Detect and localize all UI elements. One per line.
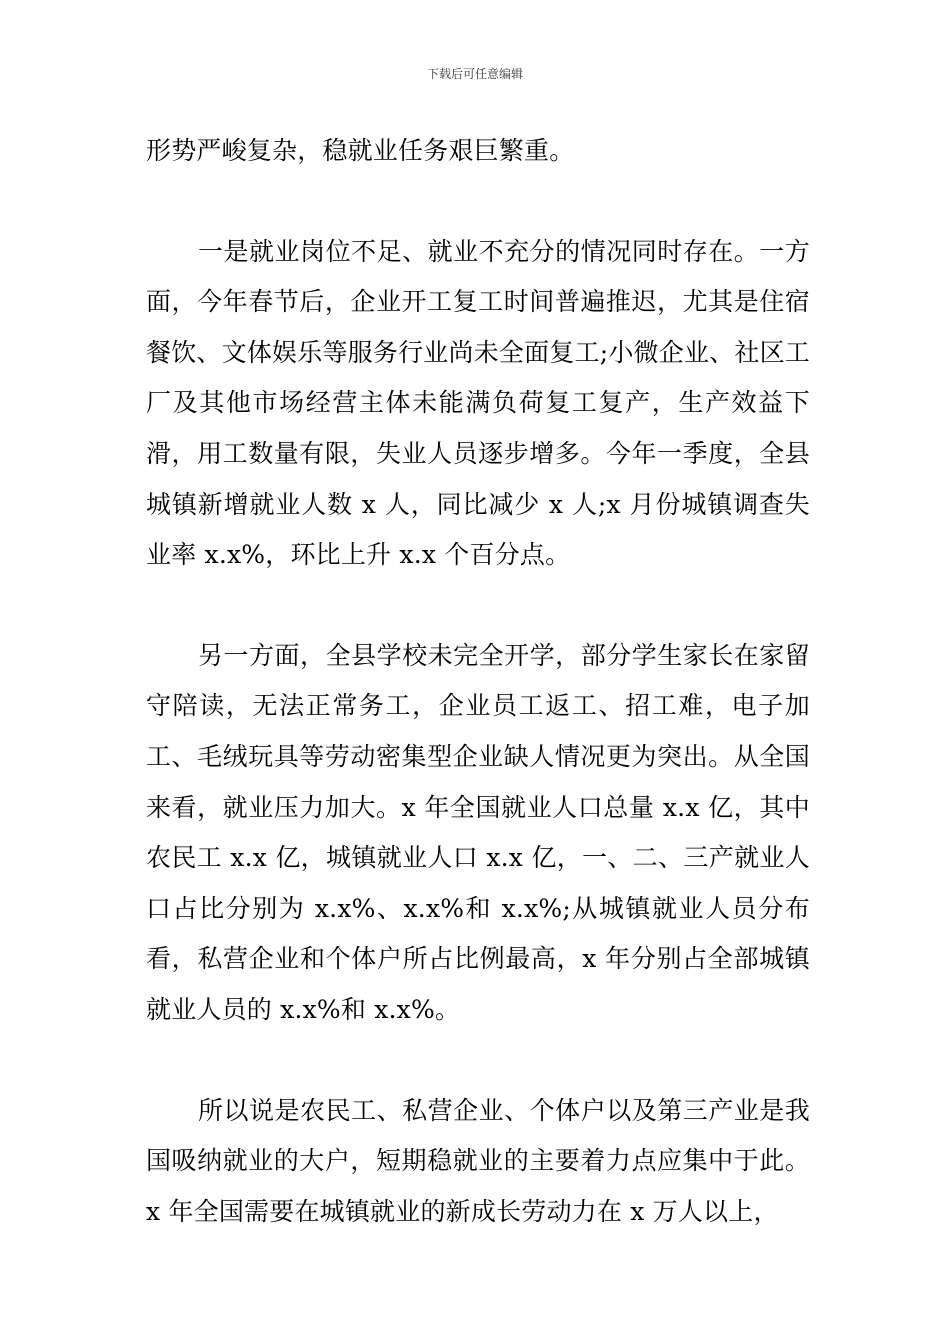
paragraph-gap [146,177,810,227]
paragraph-gap [146,581,810,631]
paragraph-4: 所以说是农民工、私营企业、个体户以及第三产业是我国吸纳就业的大户，短期稳就业的主要着力点应集中于此。x 年全国需要在城镇就业的新成长劳动力在 x 万人以上， [146,1095,810,1226]
paragraph-2: 一是就业岗位不足、就业不充分的情况同时存在。一方面，今年春节后，企业开工复工时间普遍推迟，尤其是住宿餐饮、文体娱乐等服务行业尚未全面复工;小微企业、社区工厂及其他市场经营主体未能满负荷复工复产，生产效益下滑，用工数量有限，失业人员逐步增多。今年一季度，全县城镇新增就业人数 x 人，同比减少 x 人;x 月份城镇调查失业率 x.x%，环比上升 x.x 个百分点。 [146,236,810,570]
paragraph-1: 形势严峻复杂，稳就业任务艰巨繁重。 [146,136,575,165]
paragraph-gap [146,1036,810,1086]
document-body [146,126,810,1237]
paragraph-3: 另一方面，全县学校未完全开学，部分学生家长在家留守陪读，无法正常务工，企业员工返工、招工难，电子加工、毛绒玩具等劳动密集型企业缺人情况更为突出。从全国来看，就业压力加大。x 年全国就业人口总量 x.x 亿，其中农民工 x.x 亿，城镇就业人口 x.x 亿，一、二、三产就业人口占比分别为 x.x%、x.x%和 x.x%;从城镇就业人员分布看，私营企业和个体户所占比例最高，x 年分别占全部城镇就业人员的 x.x%和 x.x%。 [146,640,810,1024]
page-header: 下载后可任意编辑 [426,67,523,81]
